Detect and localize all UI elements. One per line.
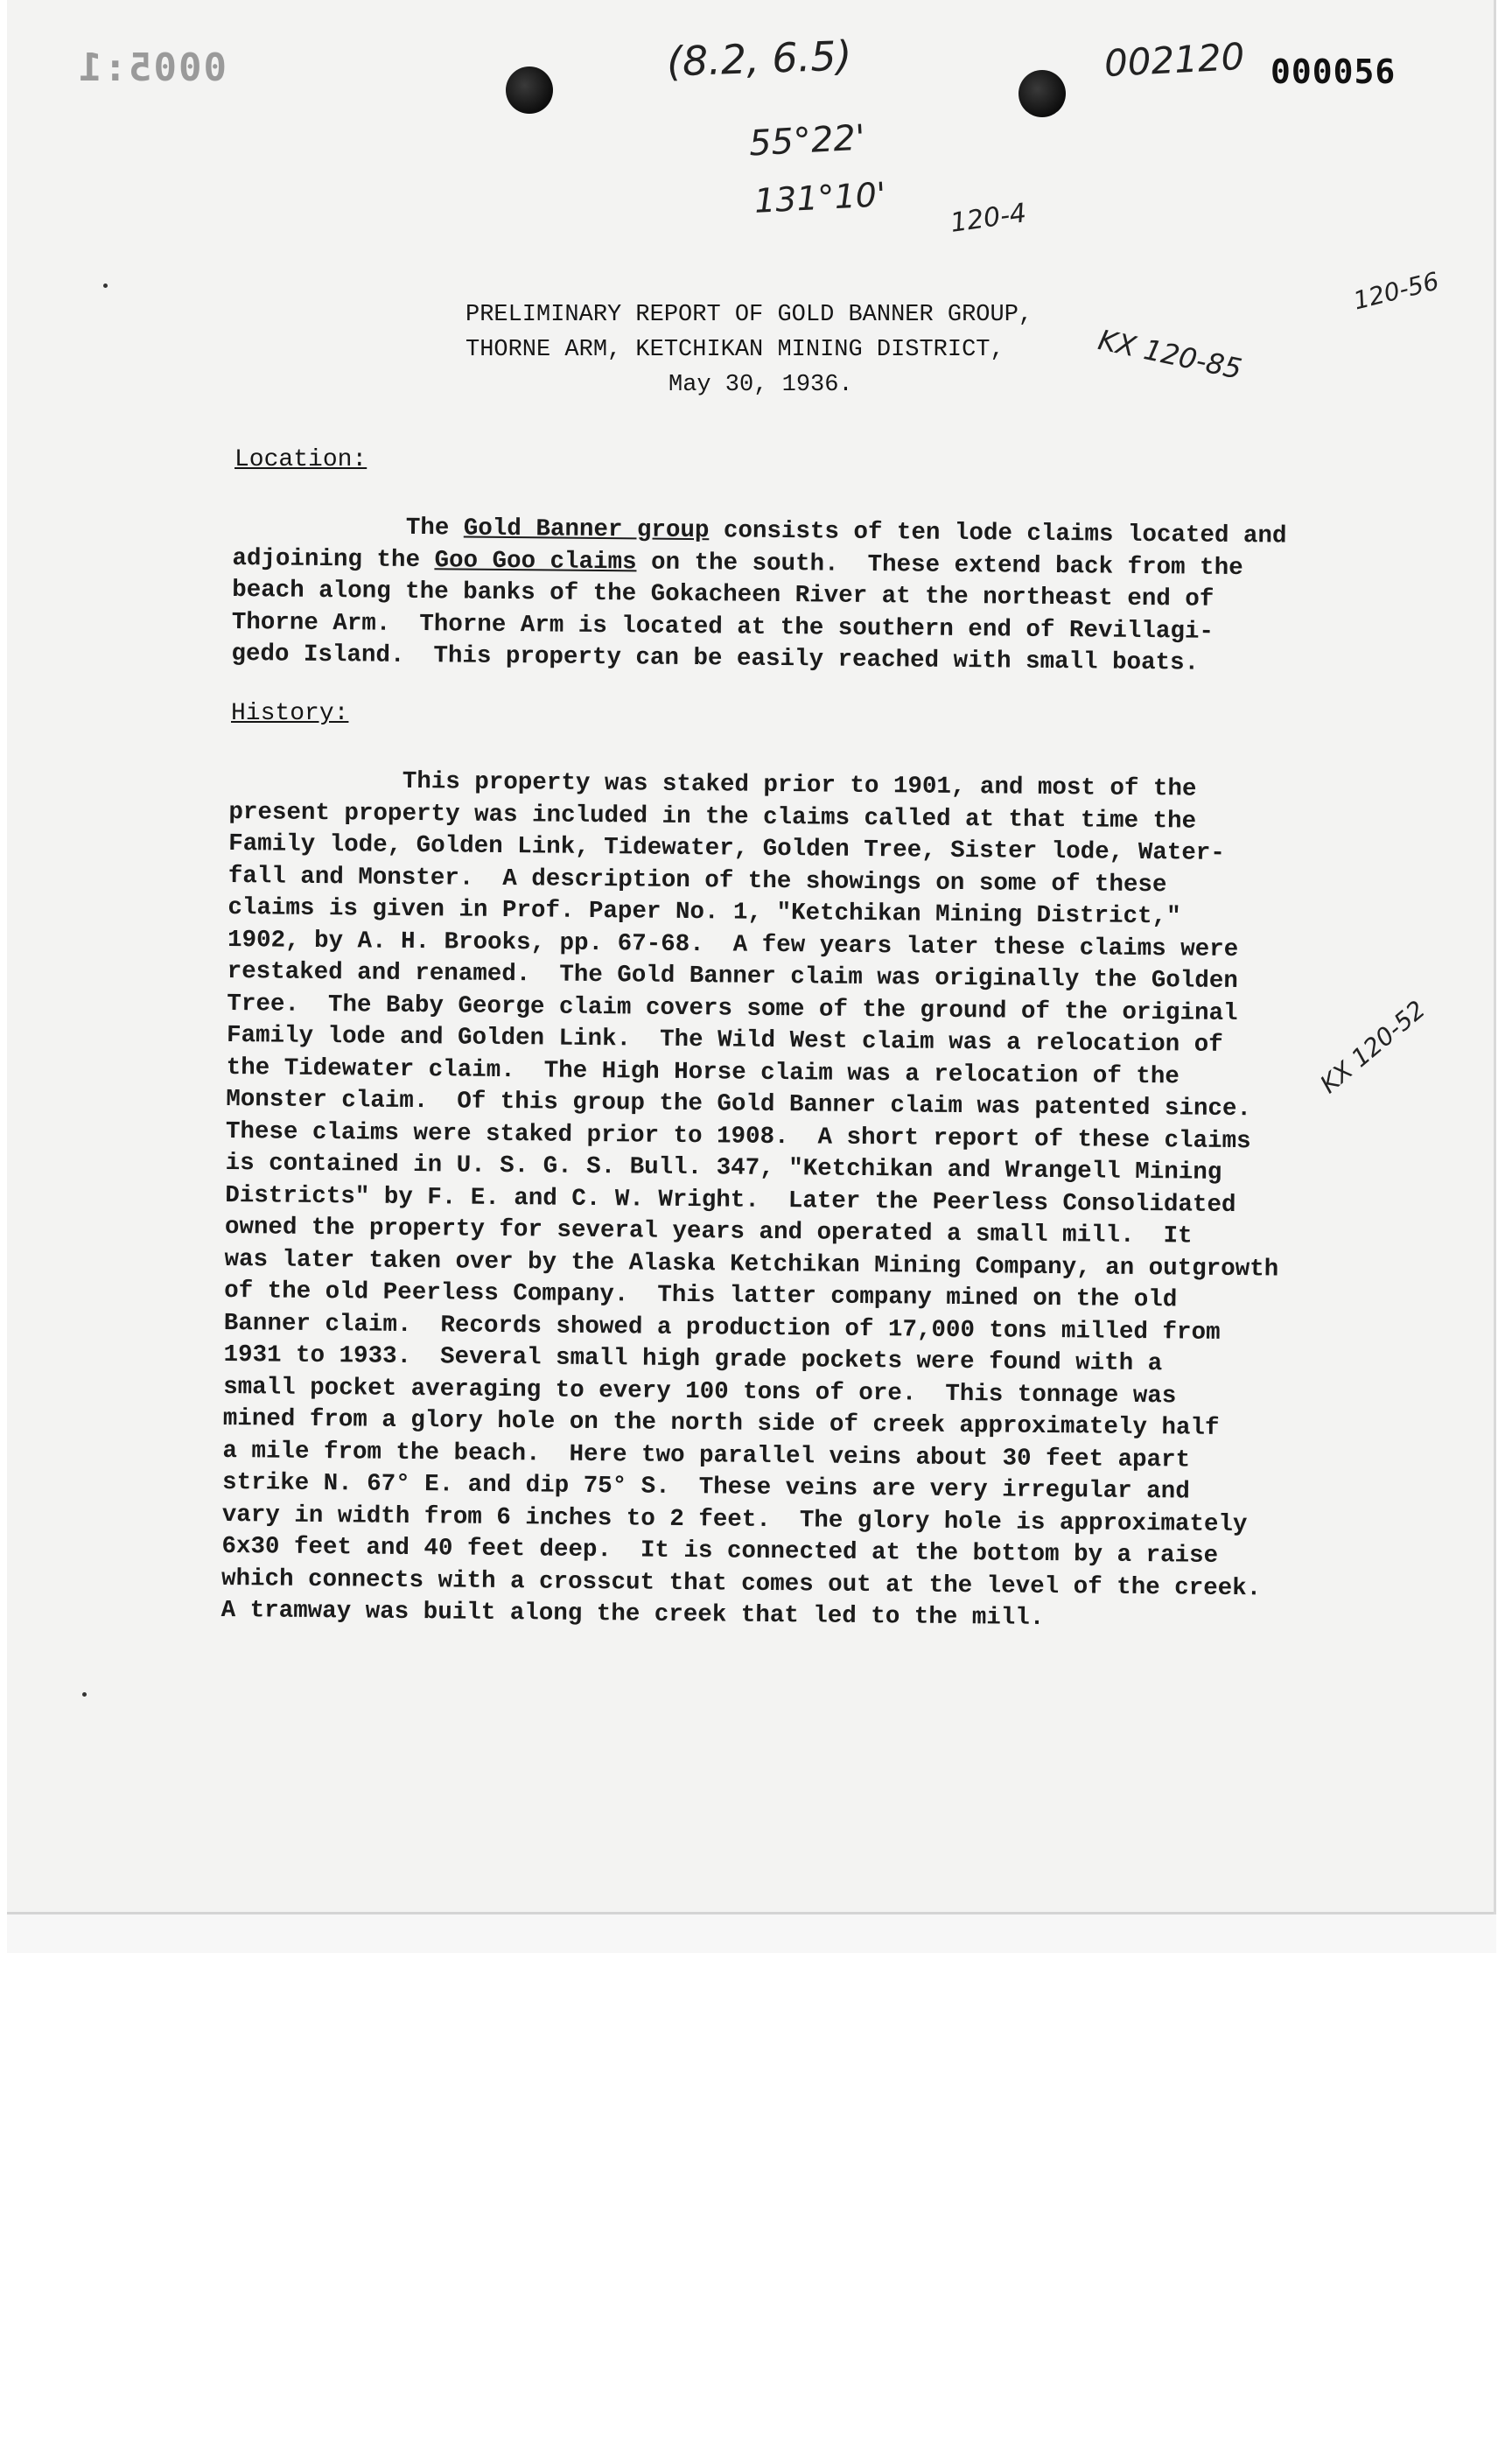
line-text: on the south. These extend back from the [636, 548, 1243, 582]
stamp-number: 000056 [1270, 52, 1396, 91]
history-paragraph [221, 765, 1284, 1637]
history-line: A tramway was built along the creek that led to the mill. [220, 1596, 1045, 1632]
mirrored-stamp-impression: 0005:1 [77, 46, 227, 90]
underlined-text: Gold Banner group [463, 514, 710, 545]
history-line: Family lode and Golden Link. The Wild West claim was a relocation of [226, 1021, 1223, 1059]
history-line: small pocket averaging to every 100 tons of ore. This tonnage was [223, 1373, 1177, 1410]
handwritten-ref-title: KX 120-85 [1095, 323, 1245, 386]
history-line: claims is given in Prof. Paper No. 1, "Ketchikan Mining District," [228, 893, 1181, 931]
history-line: 1931 to 1933. Several small high grade pockets were found with a [223, 1340, 1163, 1378]
line-text: gedo Island. This property can be easily reached with small boats. [231, 640, 1200, 677]
location-paragraph [231, 511, 1286, 681]
line-text: beach along the banks of the Gokacheen River at the northeast end of [231, 576, 1214, 613]
history-heading: History: [231, 700, 349, 727]
line-text: adjoining the [232, 544, 435, 574]
report-title [466, 298, 1032, 402]
history-line: 6x30 feet and 40 feet deep. It is connected at the bottom by a raise [221, 1532, 1219, 1570]
history-line: strike N. 67° E. and dip 75° S. These veins are very irregular and [221, 1468, 1190, 1506]
history-line: This property was staked prior to 1901, and most of the [228, 766, 1197, 803]
handwritten-number: 002120 [1102, 34, 1246, 86]
history-line: a mile from the beach. Here two parallel veins about 30 feet apart [222, 1437, 1191, 1474]
history-line: Banner claim. Records showed a production of 17,000 tons milled from [223, 1309, 1221, 1347]
history-line: restaked and renamed. The Gold Banner claim was originally the Golden [227, 957, 1239, 996]
history-line: of the old Peerless Company. This latter company mined on the old [224, 1277, 1178, 1314]
handwritten-longitude: 131°10' [752, 175, 887, 220]
history-line: mined from a glory hole on the north side of creek approximately half [222, 1404, 1220, 1442]
speck [82, 1692, 87, 1697]
underlined-text: Goo Goo claims [434, 546, 637, 576]
line-text: consists of ten lode claims located and [709, 517, 1287, 550]
history-line: was later taken over by the Alaska Ketchikan Mining Company, an outgrowth [224, 1245, 1279, 1284]
history-line: 1902, by A. H. Brooks, pp. 67-68. A few years later these claims were [227, 926, 1239, 963]
handwritten-parenthetical: (8.2, 6.5) [666, 32, 853, 86]
history-line: Districts" by F. E. and C. W. Wright. Later the Peerless Consolidated [225, 1181, 1236, 1219]
history-line: the Tidewater claim. The High Horse claim was a relocation of the [226, 1054, 1180, 1090]
history-line: is contained in U. S. G. S. Bull. 347, "Ketchikan and Wrangell Mining [225, 1149, 1222, 1186]
line-text: The [232, 512, 465, 542]
history-line: Tree. The Baby George claim covers some of the ground of the original [227, 990, 1238, 1027]
history-line: fall and Monster. A description of the showings on some of these [228, 862, 1167, 899]
page-bottom-edge [7, 1914, 1496, 1953]
location-heading: Location: [234, 446, 368, 473]
history-line: which connects with a crosscut that comes out at the level of the creek. [220, 1564, 1262, 1602]
handwritten-ref-right: 120-56 [1350, 266, 1442, 316]
speck [103, 284, 108, 288]
history-line: Monster claim. Of this group the Gold Banner claim was patented since. [226, 1085, 1252, 1124]
line-text: Thorne Arm. Thorne Arm is located at the southern end of Revillagi- [231, 608, 1214, 646]
title-date: May 30, 1936. [668, 372, 853, 398]
title-line-1: PRELIMINARY REPORT OF GOLD BANNER GROUP, [466, 302, 1033, 328]
title-line-2: THORNE ARM, KETCHIKAN MINING DISTRICT, [466, 337, 1004, 363]
history-line: These claims were staked prior to 1908. A short report of these claims [225, 1117, 1251, 1155]
punch-hole-right [1018, 70, 1066, 117]
handwritten-latitude: 55°22' [747, 117, 866, 164]
punch-hole-left [506, 66, 553, 114]
history-line: present property was included in the claims called at that time the [228, 798, 1197, 836]
history-line: Family lode, Golden Link, Tidewater, Golden Tree, Sister lode, Water- [228, 830, 1225, 867]
handwritten-ref-margin: KX 120-52 [1314, 995, 1432, 1099]
history-line: owned the property for several years and operated a small mill. It [224, 1213, 1193, 1250]
history-line: vary in width from 6 inches to 2 feet. The glory hole is approximately [221, 1501, 1248, 1538]
handwritten-ref-top: 120-4 [948, 198, 1029, 239]
